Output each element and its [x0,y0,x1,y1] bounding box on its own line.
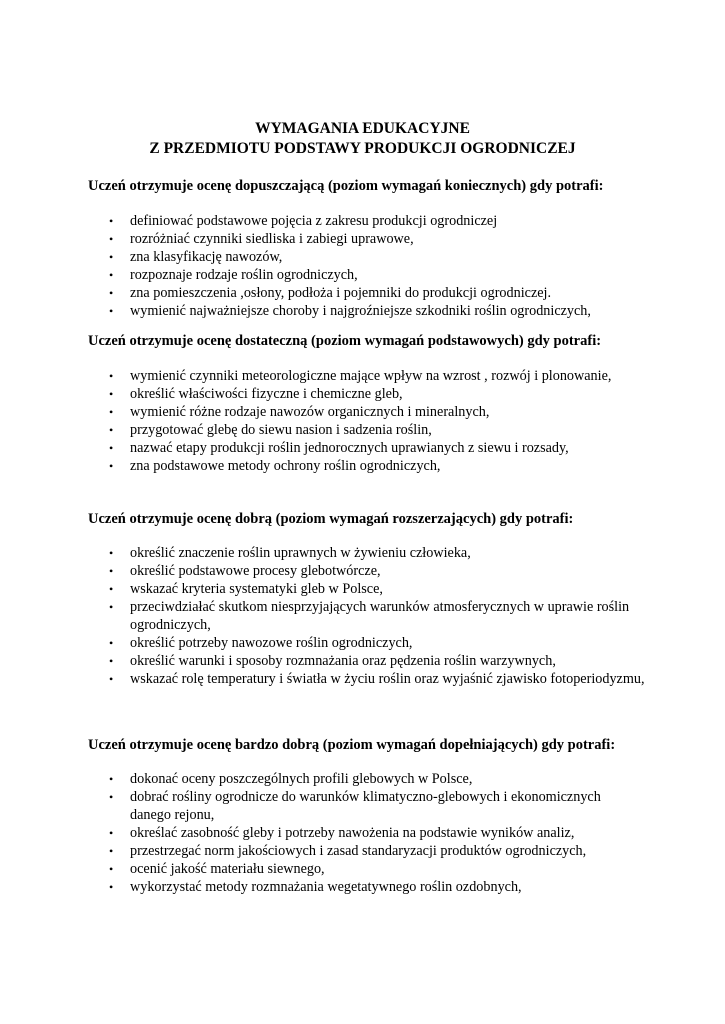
list-item [0,580,725,598]
list-item-text: rozróżniać czynniki siedliska i zabiegi uprawowe, [130,231,414,247]
list-item [0,212,725,230]
bullet-icon: • [109,250,114,264]
list-item-text: zna klasyfikację nawozów, [130,249,283,265]
list-item [0,544,725,562]
list-item-text: dokonać oceny poszczególnych profili glebowych w Polsce, [130,771,473,787]
list-item-text: określić warunki i sposoby rozmnażania oraz pędzenia roślin warzywnych, [130,653,556,669]
bullet-icon: • [109,232,114,246]
requirements-list-dobra [0,544,725,688]
list-item [0,670,725,688]
section-heading-dobra: Uczeń otrzymuje ocenę dobrą (poziom wymagań rozszerzających) gdy potrafi: [88,511,574,527]
list-item-text: określić podstawowe procesy glebotwórcze, [130,563,381,579]
section-heading-dostateczna: Uczeń otrzymuje ocenę dostateczną (poziom wymagań podstawowych) gdy potrafi: [88,333,602,349]
bullet-icon: • [109,600,114,614]
list-item [0,634,725,652]
document-title-line-1: WYMAGANIA EDUKACYJNE [255,120,470,137]
list-item [0,842,725,860]
list-item [0,403,725,421]
list-item-text: dobrać rośliny ogrodnicze do warunków klimatyczno-glebowych i ekonomicznych danego rejonu, [130,789,601,823]
list-item [0,385,725,403]
list-item-text: określić potrzeby nawozowe roślin ogrodniczych, [130,635,413,651]
list-item-text: nazwać etapy produkcji roślin jednorocznych uprawianych z siewu i rozsady, [130,440,569,456]
section-heading-dopuszczajaca: Uczeń otrzymuje ocenę dopuszczającą (poziom wymagań koniecznych) gdy potrafi: [88,178,604,194]
list-item [0,457,725,475]
list-item [0,770,725,788]
list-item-text: przestrzegać norm jakościowych i zasad standaryzacji produktów ogrodniczych, [130,843,587,859]
list-item [0,878,725,896]
list-item [0,421,725,439]
list-item [0,266,725,284]
bullet-icon: • [109,214,114,228]
list-item-text: przygotować glebę do siewu nasion i sadzenia roślin, [130,422,432,438]
bullet-icon: • [109,304,114,318]
list-item-text: określić znaczenie roślin uprawnych w żywieniu człowieka, [130,545,471,561]
list-item-text: definiować podstawowe pojęcia z zakresu produkcji ogrodniczej [130,213,498,229]
list-item [0,439,725,457]
list-item [0,367,725,385]
bullet-icon: • [109,268,114,282]
bullet-icon: • [109,405,114,419]
bullet-icon: • [109,387,114,401]
list-item [0,562,725,580]
bullet-icon: • [109,790,114,804]
bullet-icon: • [109,369,114,383]
list-item-text: wymienić różne rodzaje nawozów organicznych i mineralnych, [130,404,490,420]
bullet-icon: • [109,546,114,560]
list-item-text: zna pomieszczenia ,osłony, podłoża i pojemniki do produkcji ogrodniczej. [130,285,552,301]
list-item [0,284,725,302]
list-item-text: ocenić jakość materiału siewnego, [130,861,325,877]
list-item [0,302,725,320]
list-item-text: rozpoznaje rodzaje roślin ogrodniczych, [130,267,358,283]
list-item [0,824,725,842]
requirements-list-bardzo-dobra [0,770,725,896]
list-item-text: wymienić najważniejsze choroby i najgroźniejsze szkodniki roślin ogrodniczych, [130,303,591,319]
list-item [0,598,725,634]
list-item-text: wymienić czynniki meteorologiczne mające wpływ na wzrost , rozwój i plonowanie, [130,368,612,384]
list-item [0,230,725,248]
section-heading-bardzo-dobra: Uczeń otrzymuje ocenę bardzo dobrą (poziom wymagań dopełniających) gdy potrafi: [88,737,616,753]
requirements-list-dopuszczajaca [0,212,725,320]
list-item-text: określać zasobność gleby i potrzeby nawożenia na podstawie wyników analiz, [130,825,575,841]
bullet-icon: • [109,862,114,876]
bullet-icon: • [109,654,114,668]
bullet-icon: • [109,672,114,686]
bullet-icon: • [109,826,114,840]
list-item-text: wskazać rolę temperatury i światła w życiu roślin oraz wyjaśnić zjawisko fotoperiodyzmu, [130,671,645,687]
bullet-icon: • [109,423,114,437]
bullet-icon: • [109,772,114,786]
bullet-icon: • [109,636,114,650]
bullet-icon: • [109,844,114,858]
bullet-icon: • [109,564,114,578]
list-item [0,248,725,266]
bullet-icon: • [109,441,114,455]
bullet-icon: • [109,286,114,300]
list-item [0,788,725,824]
list-item [0,860,725,878]
requirements-list-dostateczna [0,367,725,475]
list-item-text: wykorzystać metody rozmnażania wegetatywnego roślin ozdobnych, [130,879,522,895]
document-title-line-2: Z PRZEDMIOTU PODSTAWY PRODUKCJI OGRODNICZEJ [149,140,576,157]
list-item-text: przeciwdziałać skutkom niesprzyjających warunków atmosferycznych w uprawie roślin ogrodniczych, [130,599,630,633]
bullet-icon: • [109,880,114,894]
bullet-icon: • [109,459,114,473]
list-item-text: wskazać kryteria systematyki gleb w Polsce, [130,581,383,597]
list-item-text: określić właściwości fizyczne i chemiczne gleb, [130,386,403,402]
list-item-text: zna podstawowe metody ochrony roślin ogrodniczych, [130,458,441,474]
list-item [0,652,725,670]
bullet-icon: • [109,582,114,596]
